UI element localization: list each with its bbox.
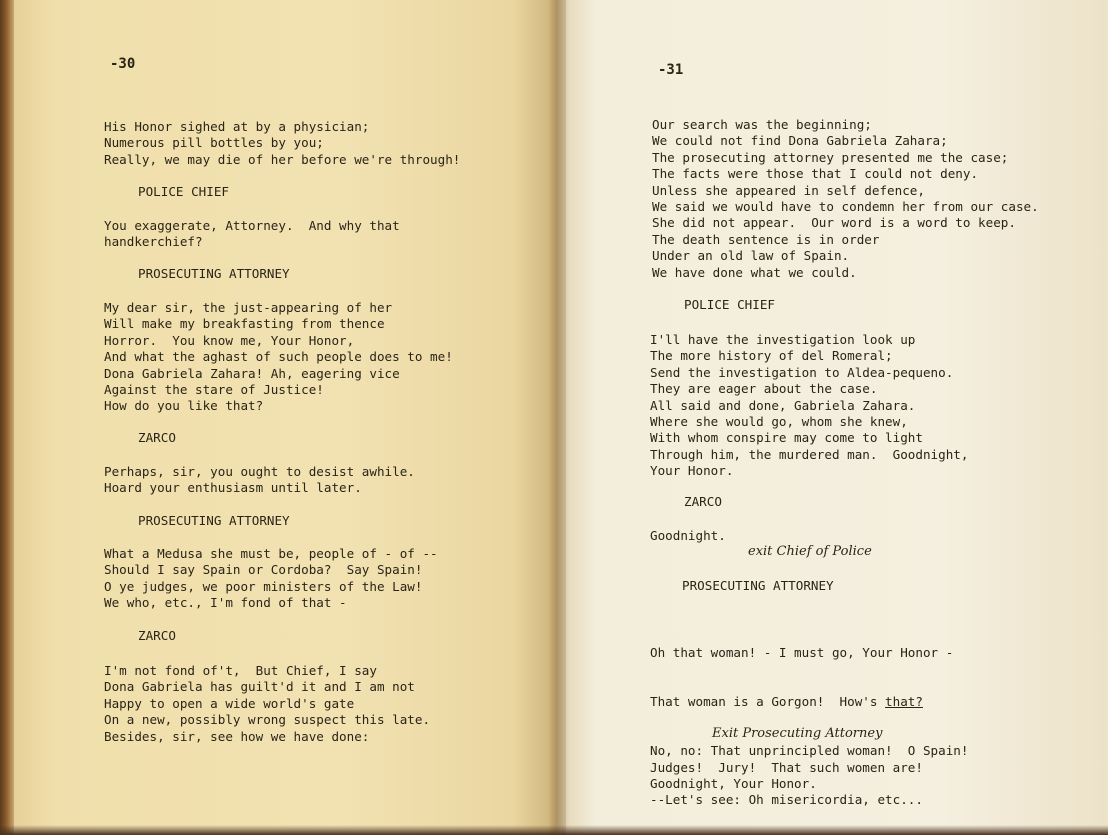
- verse-block: Perhaps, sir, you ought to desist awhile. Hoard your enthusiasm until later.: [104, 464, 415, 496]
- speaker-name: PROSECUTING ATTORNEY: [138, 266, 290, 281]
- left-page: [14, 0, 556, 835]
- speaker-name: ZARCO: [138, 628, 176, 643]
- speaker-name: POLICE CHIEF: [138, 184, 229, 199]
- verse-block: My dear sir, the just-appearing of her Will make my breakfasting from thence Horror. You know me, Your Honor, And what the aghast of such people does to me! Dona Gabriela Zahara! Ah, eagering vice Against the stare of Justice! How do you like that?: [104, 300, 453, 414]
- verse-block: I'm not fond of't, But Chief, I say Dona Gabriela has guilt'd it and I am not Happy to open a wide world's gate On a new, possibly wrong suspect this late. Besides, sir, see how we have done:: [104, 663, 431, 744]
- book-bottom-edge: [0, 825, 1108, 835]
- verse-lines: No, no: That unprincipled woman! O Spain! Judges! Jury! That such women are! Goodnight, Your Honor. --Let's see: Oh misericordia, etc...: [650, 743, 969, 808]
- verse-block: Goodnight.: [650, 528, 726, 543]
- speaker-name: PROSECUTING ATTORNEY: [138, 513, 290, 528]
- verse-block: I'll have the investigation look up The more history of del Romeral; Send the investigation to Aldea-pequeno. They are eager about the case. All said and done, Gabriela Zahara. Where she would go, whom she knew, With whom conspire may come to light Through him, the murdered man. Goodnight, Your Honor.: [650, 332, 969, 479]
- right-page: [556, 0, 1108, 835]
- verse-block: What a Medusa she must be, people of - of -- Should I say Spain or Cordoba? Say Spain! O ye judges, we poor ministers of the Law! We who, etc., I'm fond of that -: [104, 546, 438, 611]
- stage-direction: Exit Prosecuting Attorney: [712, 726, 883, 741]
- underlined-word: that?: [885, 694, 923, 710]
- verse-line: Oh that woman! - I must go, Your Honor -: [650, 644, 954, 660]
- verse-block: You exaggerate, Attorney. And why that handkerchief?: [104, 218, 400, 250]
- speaker-name: POLICE CHIEF: [684, 297, 775, 312]
- stage-direction: exit Chief of Police: [748, 544, 872, 559]
- verse-text: That woman is a Gorgon! How's: [650, 694, 886, 710]
- verse-block: [650, 612, 968, 835]
- page-number: -31: [658, 62, 684, 78]
- page-number: -30: [110, 56, 136, 72]
- verse-block: Our search was the beginning; We could not find Dona Gabriela Zahara; The prosecuting attorney presented me the case; The facts were those that I could not deny. Unless she appeared in self defence, We said we would have to condemn her from our case. She did not appear. Our word is a word to keep. The death sentence is in order Under an old law of Spain. We have done what we could.: [652, 117, 1039, 280]
- speaker-name: PROSECUTING ATTORNEY: [682, 578, 834, 593]
- verse-block: His Honor sighed at by a physician; Numerous pill bottles by you; Really, we may die of her before we're through!: [104, 119, 461, 167]
- speaker-name: ZARCO: [684, 494, 722, 509]
- verse-line: [650, 694, 968, 710]
- speaker-name: ZARCO: [138, 430, 176, 445]
